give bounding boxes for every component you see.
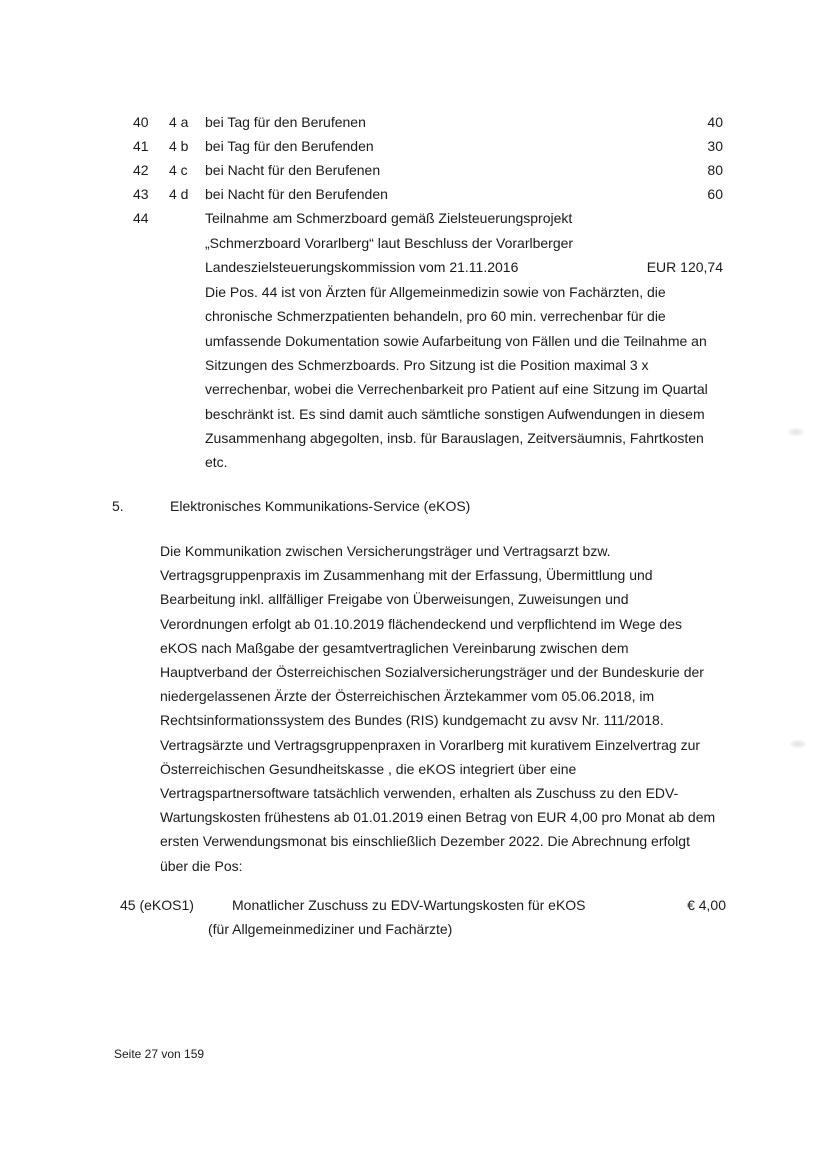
note-line: umfassende Dokumentation sowie Aufarbeitung von Fällen und die Teilnahme an (205, 332, 707, 349)
note-line: etc. (205, 454, 228, 471)
row-description: bei Tag für den Berufenden (205, 138, 374, 154)
tariff-row (0, 114, 827, 134)
paragraph-line: Verordnungen erfolgt ab 01.10.2019 flächendeckend und verpflichtend im Wege des (160, 615, 682, 632)
paragraph-line: eKOS nach Maßgabe der gesamtvertraglichen Vereinbarung zwischen dem (160, 639, 629, 656)
note-line: Zusammenhang abgegolten, insb. für Barauslagen, Zeitversäumnis, Fahrtkosten (205, 429, 704, 446)
note-line: Die Pos. 44 ist von Ärzten für Allgemeinmedizin sowie von Fachärzten, die (205, 284, 666, 300)
title-line: „Schmerzboard Vorarlberg“ laut Beschluss der Vorarlberger (205, 234, 574, 251)
position-number: 45 (eKOS1) (120, 897, 194, 913)
row-description: bei Tag für den Berufenen (205, 114, 366, 130)
tariff-row (0, 186, 827, 206)
paragraph-line: Vertragsärzte und Vertragsgruppenpraxen in Vorarlberg mit kurativem Einzelvertrag zur (160, 736, 701, 753)
tariff-row (0, 138, 827, 158)
section-number: 5. (112, 498, 124, 514)
paragraph-line: Wartungskosten frühestens ab 01.01.2019 einen Betrag von EUR 4,00 pro Monat ab dem (160, 809, 716, 826)
note-line: beschränkt ist. Es sind damit auch sämtliche sonstigen Aufwendungen in diesem (205, 405, 705, 422)
title-line: Teilnahme am Schmerzboard gemäß Zielsteuerungsprojekt (205, 210, 573, 226)
paragraph-line: Vertragspartnersoftware tatsächlich verwenden, erhalten als Zuschuss zu den EDV- (160, 785, 679, 801)
position-number: 44 (133, 210, 149, 226)
row-number: 40 (133, 114, 149, 130)
row-number: 41 (133, 138, 149, 154)
position-amount: € 4,00 (687, 897, 726, 913)
note-line: chronische Schmerzpatienten behandeln, pro 60 min. verrechenbar für die (205, 308, 666, 325)
position-description: Monatlicher Zuschuss zu EDV-Wartungskosten für eKOS (232, 897, 586, 913)
row-sub-code: 4 c (169, 162, 188, 178)
row-sub-code: 4 a (169, 114, 189, 130)
row-value: 30 (707, 138, 723, 154)
paragraph-line: Österreichischen Gesundheitskasse , die eKOS integriert über eine (160, 760, 577, 777)
row-description: bei Nacht für den Berufenen (205, 162, 381, 178)
row-description: bei Nacht für den Berufenden (205, 186, 388, 202)
title-line: Landeszielsteuerungskommission vom 21.11.2016 (205, 259, 519, 275)
row-sub-code: 4 d (169, 186, 189, 202)
position-amount: EUR 120,74 (646, 259, 723, 275)
paragraph-line: Hauptverband der Österreichischen Sozialversicherungsträger und der Bundeskurie der (160, 664, 704, 680)
paragraph-line: ersten Verwendungsmonat bis einschließlich Dezember 2022. Die Abrechnung erfolgt (160, 833, 690, 850)
section-heading: Elektronisches Kommunikations-Service (eKOS) (170, 498, 471, 514)
tariff-row (0, 162, 827, 182)
row-value: 80 (707, 162, 723, 178)
page-number: Seite 27 von 159 (114, 1047, 205, 1061)
scan-smudge (788, 428, 804, 436)
row-value: 60 (707, 186, 723, 202)
position-subnote: (für Allgemeinmediziner und Fachärzte) (208, 921, 453, 937)
paragraph-line: Die Kommunikation zwischen Versicherungsträger und Vertragsarzt bzw. (160, 543, 611, 559)
row-value: 40 (707, 114, 723, 130)
paragraph-line: über die Pos: (160, 857, 243, 874)
paragraph-line: Rechtsinformationssystem des Bundes (RIS) kundgemacht zu avsv Nr. 111/2018. (160, 712, 664, 729)
scan-smudge (790, 740, 806, 748)
row-sub-code: 4 b (169, 138, 189, 154)
paragraph-line: niedergelassenen Ärzte der Österreichischen Ärztekammer vom 05.06.2018, im (160, 688, 655, 705)
note-line: Sitzungen des Schmerzboards. Pro Sitzung ist die Position maximal 3 x (205, 356, 649, 373)
row-number: 42 (133, 162, 149, 178)
note-line: verrechenbar, wobei die Verrechenbarkeit pro Patient auf eine Sitzung im Quartal (205, 381, 708, 398)
paragraph-line: Vertragsgruppenpraxis im Zusammenhang mit der Erfassung, Übermittlung und (160, 567, 653, 584)
row-number: 43 (133, 186, 149, 202)
paragraph-line: Bearbeitung inkl. allfälliger Freigabe von Überweisungen, Zuweisungen und (160, 591, 629, 608)
